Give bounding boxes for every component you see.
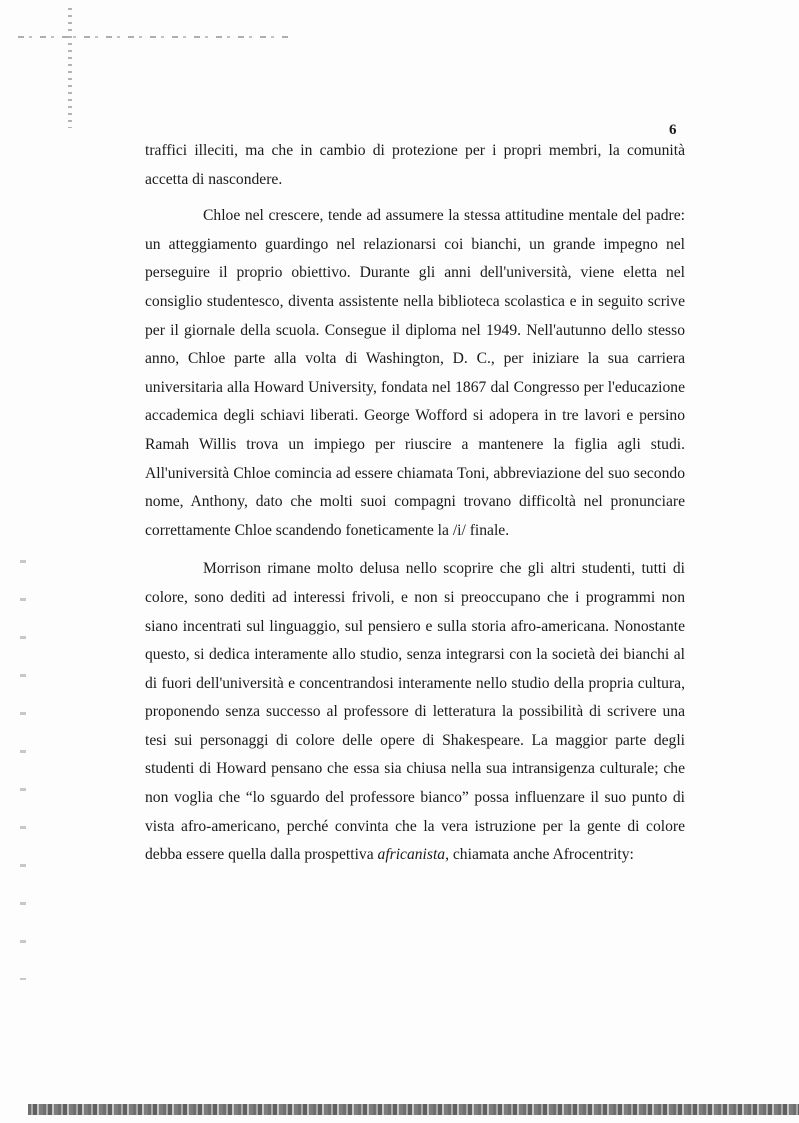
page-number: 6: [669, 122, 677, 138]
paragraph-text-after: , chiamata anche Afrocentrity:: [445, 846, 634, 864]
paragraph-text-before: Morrison rimane molto delusa nello scoprire che gli altri studenti, tutti di colore, sono dediti ad interessi frivoli, e non si preoccupano che i programmi non siano incentrati sul linguaggio, sul pensiero e sulla storia afro-americana. Nonostante questo, si dedica interamente allo studio, senza integrarsi con la società dei bianchi al di fuori dell'università e concentrandosi interamente nello studio della propria cultura, proponendo senza successo al professore di letteratura la possibilità di scrivere una tesi sui personaggi di colore delle opere di Shakespeare. La maggior parte degli studenti di Howard pensano che essa sia chiusa nella sua intransigenza culturale; che non voglia che “lo sguardo del professore bianco” possa influenzare il suo punto di vista afro-americano, perché convinta che la vera istruzione per la gente di colore debba essere quella dalla prospettiva: [145, 560, 685, 864]
scan-artifact-left-margin: [20, 560, 26, 980]
italic-term: africanista: [377, 846, 446, 864]
scan-artifact-bottom-band: [28, 1104, 799, 1115]
body-text: [145, 137, 685, 870]
paragraph-chloe-youth: Chloe nel crescere, tende ad assumere la stessa attitudine mentale del padre: un atteggiamento guardingo nel relazionarsi coi bianchi, un grande impegno nel perseguire il proprio obiettivo. Durante gli anni dell'università, viene eletta nel consiglio studentesco, diventa assistente nella biblioteca scolastica e in seguito scrive per il giornale della scuola. Consegue il diploma nel 1949. Nell'autunno dello stesso anno, Chloe parte alla volta di Washington, D. C., per iniziare la sua carriera universitaria alla Howard University, fondata nel 1867 dal Congresso per l'educazione accademica degli schiavi liberati. George Wofford si adopera in tre lavori e persino Ramah Willis trova un impiego per riuscire a mantenere la figlia agli studi. All'università Chloe comincia ad essere chiamata Toni, abbreviazione del suo secondo nome, Anthony, dato che molti suoi compagni trovano difficoltà nel pronunciare correttamente Chloe scandendo foneticamente la /i/ finale.: [145, 207, 685, 539]
scan-artifact-top-line: [18, 36, 288, 38]
paragraph-morrison-howard: [145, 555, 685, 870]
paragraph-continuation: traffici illeciti, ma che in cambio di protezione per i propri membri, la comunità accetta di nascondere.: [145, 142, 685, 188]
scan-artifact-top-vertical: [68, 8, 72, 128]
